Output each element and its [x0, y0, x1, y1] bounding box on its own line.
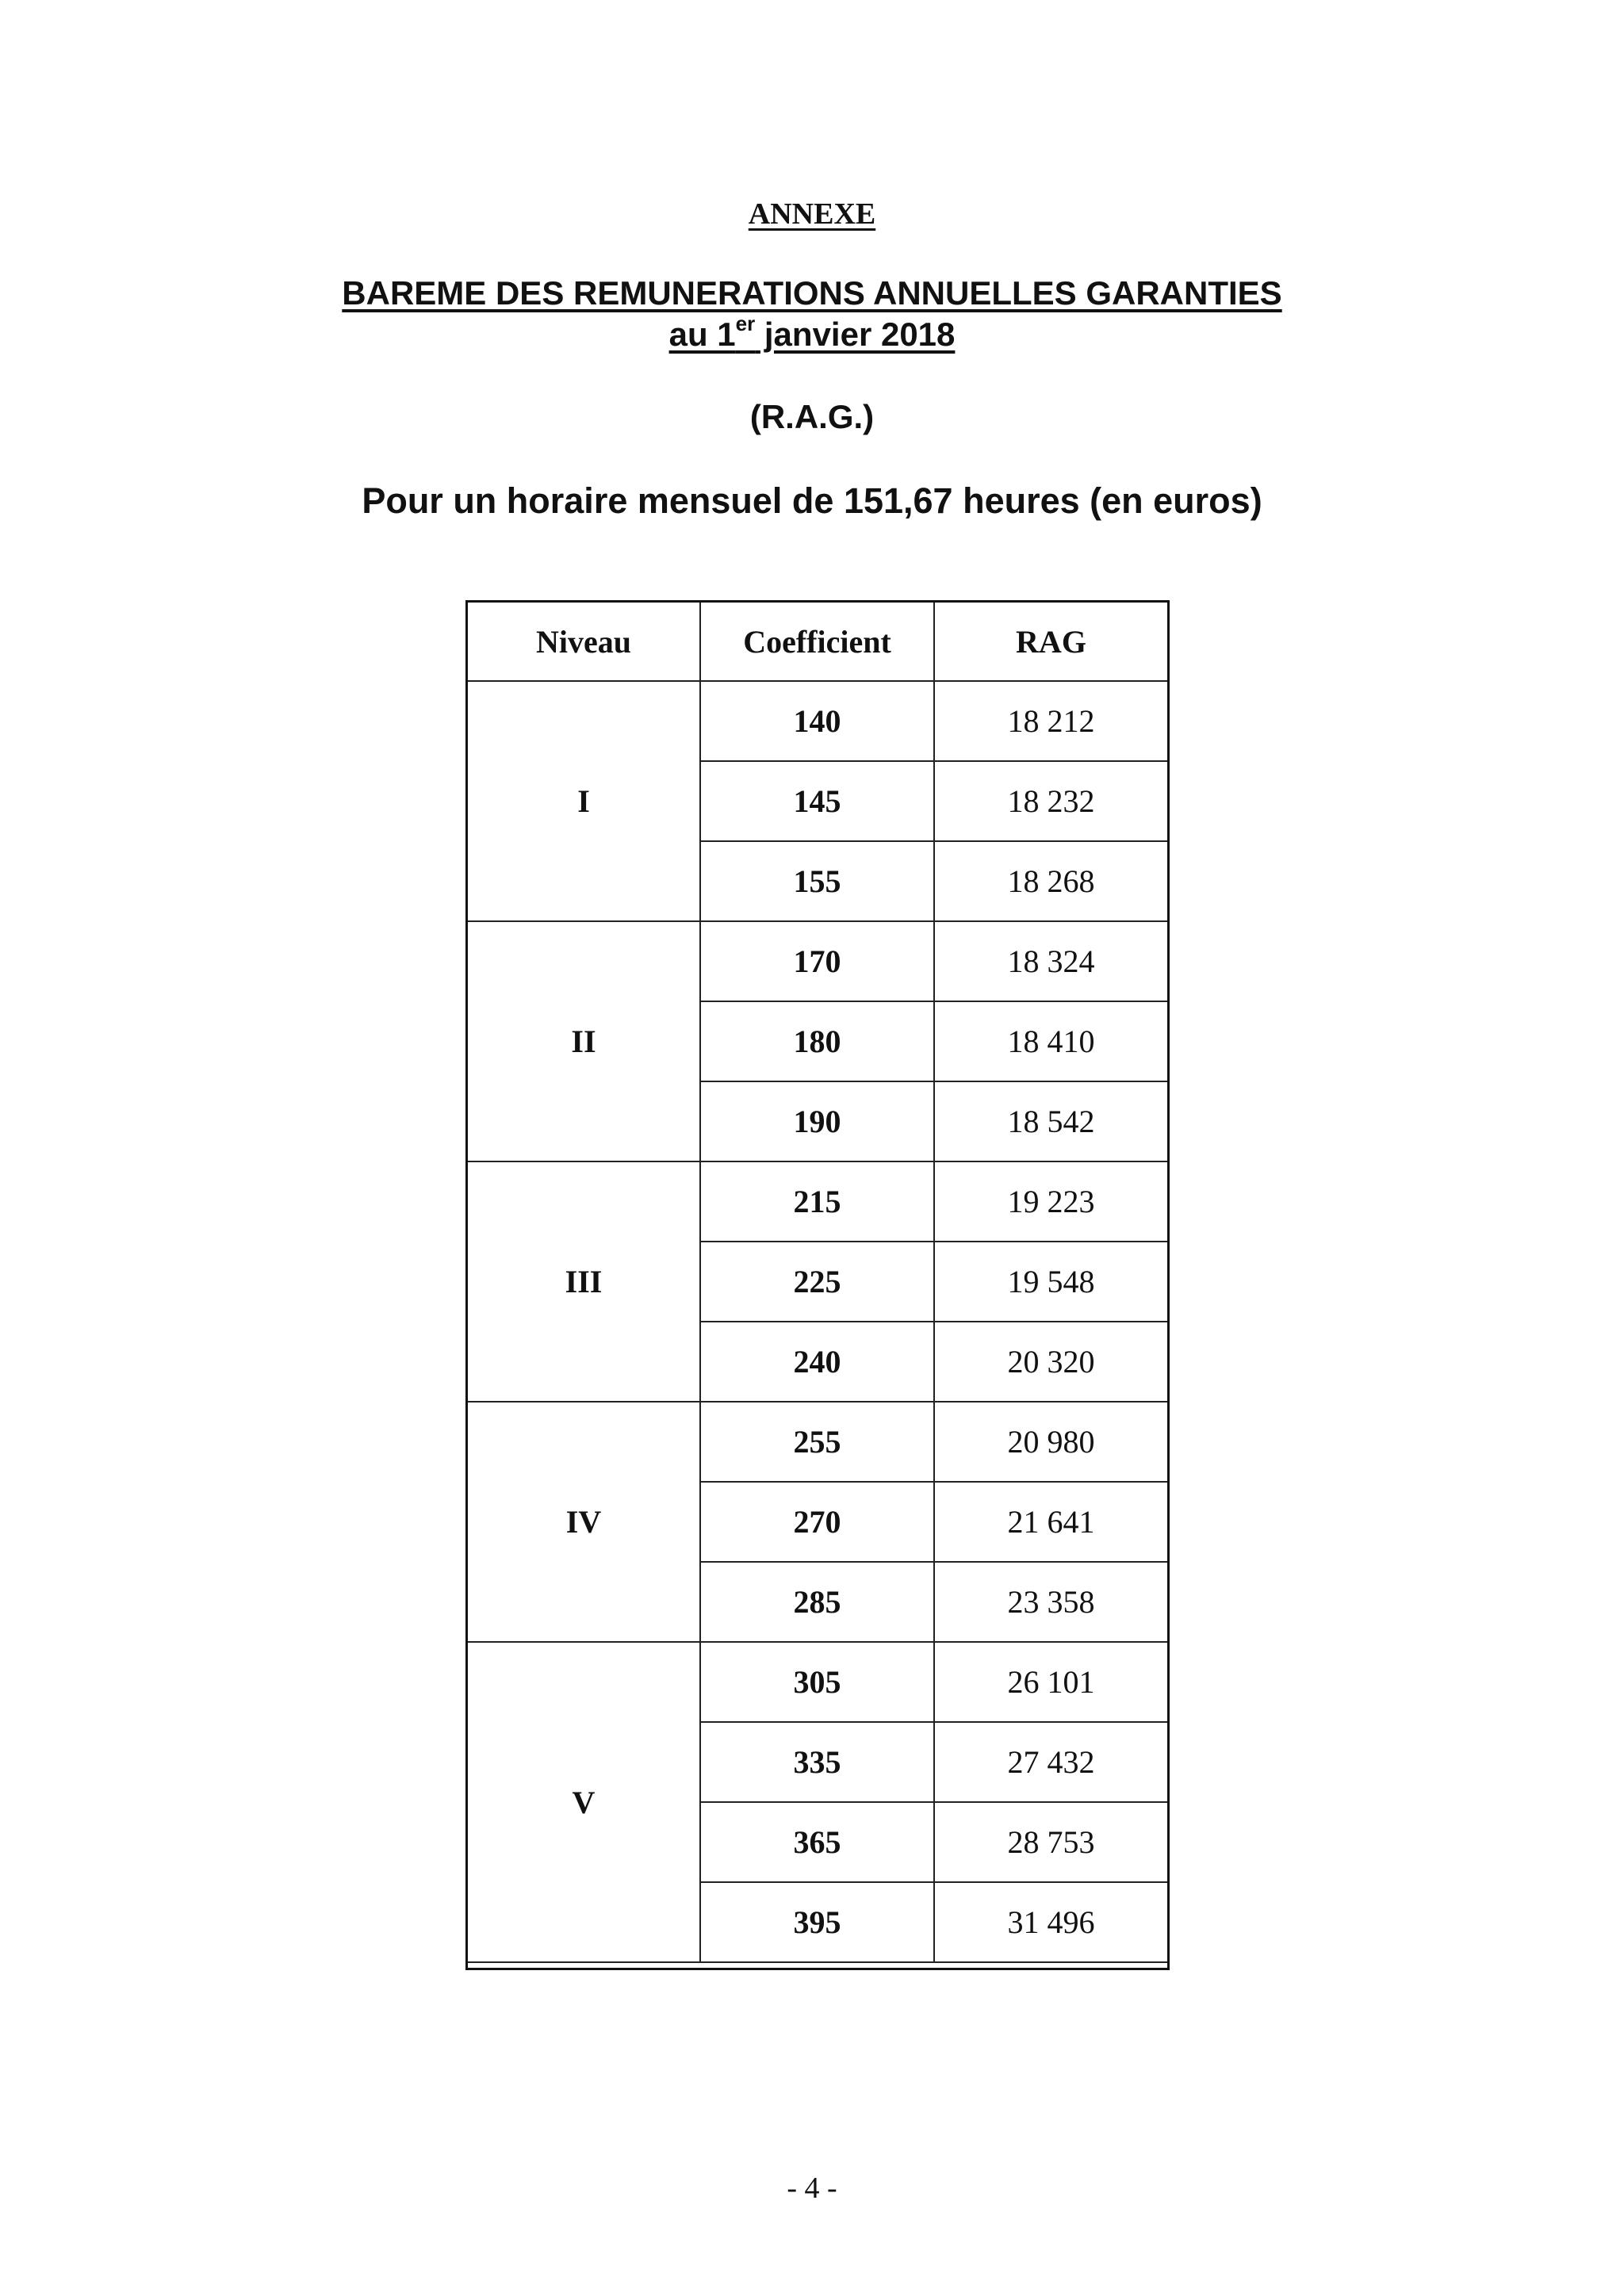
coefficient-cell: 305 — [700, 1642, 934, 1722]
title-date-prefix: au 1 — [668, 316, 736, 353]
rag-cell: 19 223 — [934, 1161, 1168, 1242]
niveau-cell: V — [467, 1642, 700, 1962]
coefficient-cell: 170 — [700, 921, 934, 1001]
title-date-superscript: er — [735, 312, 756, 335]
rag-cell: 26 101 — [934, 1642, 1168, 1722]
subtitle: Pour un horaire mensuel de 151,67 heures (en euros) — [362, 480, 1262, 521]
title-line-2 — [0, 314, 1624, 355]
column-header-coefficient: Coefficient — [700, 602, 934, 681]
coefficient-cell: 395 — [700, 1882, 934, 1962]
table-row — [467, 921, 1168, 1001]
coefficient-cell: 255 — [700, 1402, 934, 1482]
table-row — [467, 1402, 1168, 1482]
rag-cell: 18 542 — [934, 1081, 1168, 1161]
rag-cell: 20 980 — [934, 1402, 1168, 1482]
coefficient-cell: 155 — [700, 841, 934, 921]
rag-cell: 27 432 — [934, 1722, 1168, 1802]
niveau-cell: IV — [467, 1402, 700, 1642]
coefficient-cell: 365 — [700, 1802, 934, 1882]
niveau-cell: III — [467, 1161, 700, 1402]
coefficient-cell: 240 — [700, 1322, 934, 1402]
salary-scale-table — [466, 601, 1169, 1963]
rag-cell: 28 753 — [934, 1802, 1168, 1882]
rag-cell: 18 324 — [934, 921, 1168, 1001]
rag-cell: 20 320 — [934, 1322, 1168, 1402]
annex-heading: ANNEXE — [748, 197, 876, 231]
coefficient-cell: 140 — [700, 681, 934, 761]
rag-cell: 18 410 — [934, 1001, 1168, 1081]
column-header-niveau: Niveau — [467, 602, 700, 681]
table-row — [467, 681, 1168, 761]
coefficient-cell: 180 — [700, 1001, 934, 1081]
rag-cell: 31 496 — [934, 1882, 1168, 1962]
title-line-1: BAREME DES REMUNERATIONS ANNUELLES GARANTIES — [342, 274, 1282, 312]
coefficient-cell: 225 — [700, 1242, 934, 1322]
table-header — [467, 602, 1168, 681]
table-row — [467, 1161, 1168, 1242]
column-header-rag: RAG — [934, 602, 1168, 681]
coefficient-cell: 145 — [700, 761, 934, 841]
page-number: - 4 - — [787, 2172, 837, 2205]
coefficient-cell: 190 — [700, 1081, 934, 1161]
table-body — [467, 681, 1168, 1962]
niveau-cell: I — [467, 681, 700, 921]
coefficient-cell: 215 — [700, 1161, 934, 1242]
title-date-suffix: janvier 2018 — [755, 316, 956, 353]
table-row — [467, 1642, 1168, 1722]
coefficient-cell: 285 — [700, 1562, 934, 1642]
acronym: (R.A.G.) — [749, 398, 875, 435]
rag-cell: 21 641 — [934, 1482, 1168, 1562]
coefficient-cell: 335 — [700, 1722, 934, 1802]
rag-cell: 23 358 — [934, 1562, 1168, 1642]
niveau-cell: II — [467, 921, 700, 1161]
rag-cell: 18 268 — [934, 841, 1168, 921]
rag-cell: 19 548 — [934, 1242, 1168, 1322]
rag-cell: 18 232 — [934, 761, 1168, 841]
coefficient-cell: 270 — [700, 1482, 934, 1562]
document-title — [0, 273, 1624, 355]
rag-cell: 18 212 — [934, 681, 1168, 761]
header-row — [467, 602, 1168, 681]
